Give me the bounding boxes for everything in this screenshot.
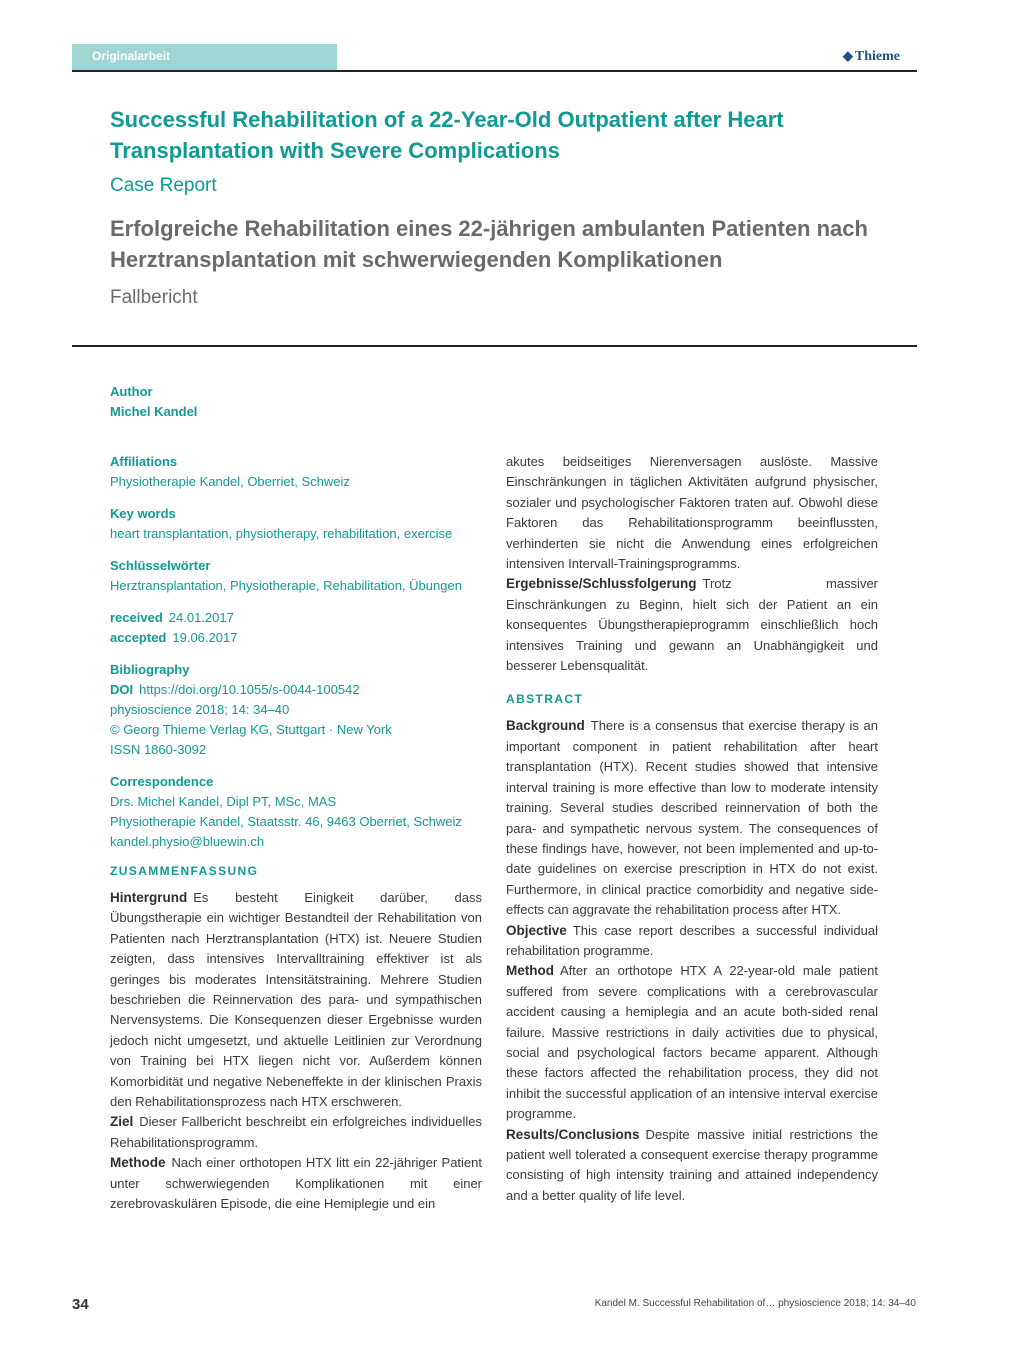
publisher-logo bbox=[843, 48, 900, 65]
ziel-text: Dieser Fallbericht beschreibt ein erfolgreiches individuelles Rehabilitationsprogramm. bbox=[110, 1114, 482, 1150]
hintergrund-paragraph bbox=[110, 888, 482, 1112]
ergebnisse-label: Ergebnisse/Schlussfolgerung bbox=[506, 576, 697, 592]
methode-text-left: Nach einer orthotopen HTX litt ein 22-jähriger Patient unter schwerwiegenden Komplikationen mit einer zerebrovaskulären Episode, die eine Hemiplegie und ein bbox=[110, 1155, 482, 1212]
section-tag: Originalarbeit bbox=[72, 44, 337, 71]
methode-continued: akutes beidseitiges Nierenversagen auslöste. Massive Einschränkungen in täglichen Aktivitäten aufgrund physischer, sozialer und psychologischer Faktoren traten auf. Obwohl diese Faktoren das Rehabilitationsprogramm beeinflussten, verhinderten sie nicht die Anwendung eines erfolgreichen intensiven Intervall-Trainingsprogramms. bbox=[506, 454, 878, 572]
correspondence-name: Drs. Michel Kandel, Dipl PT, MSc, MAS bbox=[110, 794, 337, 809]
method-paragraph bbox=[506, 961, 878, 1124]
author-block bbox=[110, 382, 482, 422]
left-column bbox=[110, 382, 482, 1215]
accepted-date: 19.06.2017 bbox=[172, 630, 238, 645]
objective-text: This case report describes a successful individual rehabilitation programme. bbox=[506, 922, 878, 958]
background-label: Background bbox=[506, 718, 585, 734]
correspondence-email[interactable]: kandel.physio@bluewin.ch bbox=[110, 834, 265, 849]
affiliations-label: Affiliations bbox=[110, 454, 178, 469]
received-row bbox=[110, 608, 482, 628]
affiliations-value: Physiotherapie Kandel, Oberriet, Schweiz bbox=[110, 474, 350, 489]
schluesselwoerter-value: Herztransplantation, Physiotherapie, Rehabilitation, Übungen bbox=[110, 578, 462, 593]
header-rule bbox=[72, 70, 917, 72]
ergebnisse-text: Trotz massiver Einschränkungen zu Beginn, hielt sich der Patient an ein konsequentes Übungstherapieprogramm einschließlich hoch intensives Training und gewann an Unabhängigkeit und besserer Lebensqualität. bbox=[506, 576, 878, 674]
background-paragraph bbox=[506, 716, 878, 920]
background-text: There is a consensus that exercise therapy is an important component in patient rehabilitation after heart transplantation (HTX). Recent studies showed that intensive interval training is more effective than low to moderate intensity training. Several studies described reinnervation of both the para- and sympathetic nervous system. The consequences of these findings have, however, not been implemented and up-to-date guidelines on exercise prescription in HTX do not exist. Furthermore, in clinical practice comorbidity and negative side-effects can aggravate the rehabilitation process after HTX. bbox=[506, 718, 878, 918]
title-german: Erfolgreiche Rehabilitation eines 22-jährigen ambulanten Patienten nach Herztransplantation mit schwerwiegenden Komplikationen bbox=[110, 216, 868, 272]
dates-block bbox=[110, 608, 482, 648]
doi-link[interactable]: https://doi.org/10.1055/s-0044-100542 bbox=[139, 682, 360, 697]
hintergrund-label: Hintergrund bbox=[110, 890, 188, 905]
bibliography-block bbox=[110, 660, 482, 760]
thieme-logo-icon: ◆ bbox=[842, 48, 853, 63]
keywords-value: heart transplantation, physiotherapy, rehabilitation, exercise bbox=[110, 526, 453, 541]
page-number: 34 bbox=[72, 1296, 89, 1313]
bibliography-label: Bibliography bbox=[110, 662, 190, 677]
methode-paragraph bbox=[110, 1153, 482, 1214]
schluesselwoerter-block bbox=[110, 556, 482, 596]
received-date: 24.01.2017 bbox=[168, 610, 234, 625]
received-label: received bbox=[110, 610, 163, 625]
results-paragraph bbox=[506, 1125, 878, 1207]
objective-paragraph bbox=[506, 921, 878, 962]
ergebnisse-paragraph bbox=[506, 574, 878, 676]
accepted-label: accepted bbox=[110, 630, 167, 645]
publisher-name: Thieme bbox=[854, 49, 900, 64]
ziel-paragraph bbox=[110, 1112, 482, 1153]
subtitle-english: Case Report bbox=[110, 175, 217, 196]
method-label: Method bbox=[506, 963, 554, 979]
author-label: Author bbox=[110, 384, 153, 399]
affiliations-block bbox=[110, 452, 482, 492]
subtitle-german: Fallbericht bbox=[110, 287, 198, 308]
copyright: © Georg Thieme Verlag KG, Stuttgart · New York bbox=[110, 722, 392, 737]
correspondence-label: Correspondence bbox=[110, 774, 214, 789]
running-footer: Kandel M. Successful Rehabilitation of… physioscience 2018; 14: 34–40 bbox=[594, 1298, 916, 1309]
objective-label: Objective bbox=[506, 922, 567, 938]
keywords-label: Key words bbox=[110, 506, 176, 521]
keywords-block bbox=[110, 504, 482, 544]
results-text: Despite massive initial restrictions the patient well tolerated a consequent exercise therapy programme consisting of high intensity training and attained independency and a better quality of life level. bbox=[506, 1126, 878, 1203]
doi-row bbox=[110, 680, 482, 700]
doi-label: DOI bbox=[110, 682, 134, 697]
accepted-row bbox=[110, 628, 482, 648]
title-rule bbox=[72, 345, 917, 347]
method-text: After an orthotope HTX A 22-year-old male patient suffered from severe complications with a cerebrovascular accident causing a hemiplegia and an acute both-sided renal failure. Massive restrictions in daily activities due to physical, social and psychological factors became apparent. Although these factors affected the rehabilitation process, they did not inhibit the successful application of an intensive interval exercise programme. bbox=[506, 963, 878, 1122]
methode-label: Methode bbox=[110, 1155, 166, 1171]
schluesselwoerter-label: Schlüsselwörter bbox=[110, 558, 211, 573]
zusammenfassung-heading: ZUSAMMENFASSUNG bbox=[110, 864, 259, 878]
correspondence-address: Physiotherapie Kandel, Staatsstr. 46, 9463 Oberriet, Schweiz bbox=[110, 814, 462, 829]
right-column bbox=[506, 452, 878, 1206]
title-english: Successful Rehabilitation of a 22-Year-Old Outpatient after Heart Transplantation with Severe Complications bbox=[110, 107, 784, 163]
correspondence-block bbox=[110, 772, 482, 852]
results-label: Results/Conclusions bbox=[506, 1126, 640, 1142]
abstract-heading: ABSTRACT bbox=[506, 692, 584, 707]
author-name: Michel Kandel bbox=[110, 404, 198, 419]
hintergrund-text: Es besteht Einigkeit darüber, dass Übungstherapie ein wichtiger Bestandteil der Rehabilitation von Patienten nach Herztransplantation (HTX) ist. Neuere Studien zeigten, dass intensives Intervalltraining effektiver ist als geringes bis moderates Intensitätstraining. Mehrere Studien beschrieben die Reinnervation des para- und sympathischen Nervensystems. Die Konsequenzen dieser Ergebnisse wurden jedoch nicht umgesetzt, und aktuelle Leitlinien zur Verordnung von Training bei HTX liegen nicht vor. Außerdem können Komorbidität und negative Nebeneffekte in der klinischen Praxis den Rehabilitationsprozess nach HTX erschweren. bbox=[110, 890, 482, 1110]
issn: ISSN 1860-3092 bbox=[110, 742, 207, 757]
journal-citation: physioscience 2018; 14: 34–40 bbox=[110, 702, 290, 717]
ziel-label: Ziel bbox=[110, 1114, 134, 1130]
